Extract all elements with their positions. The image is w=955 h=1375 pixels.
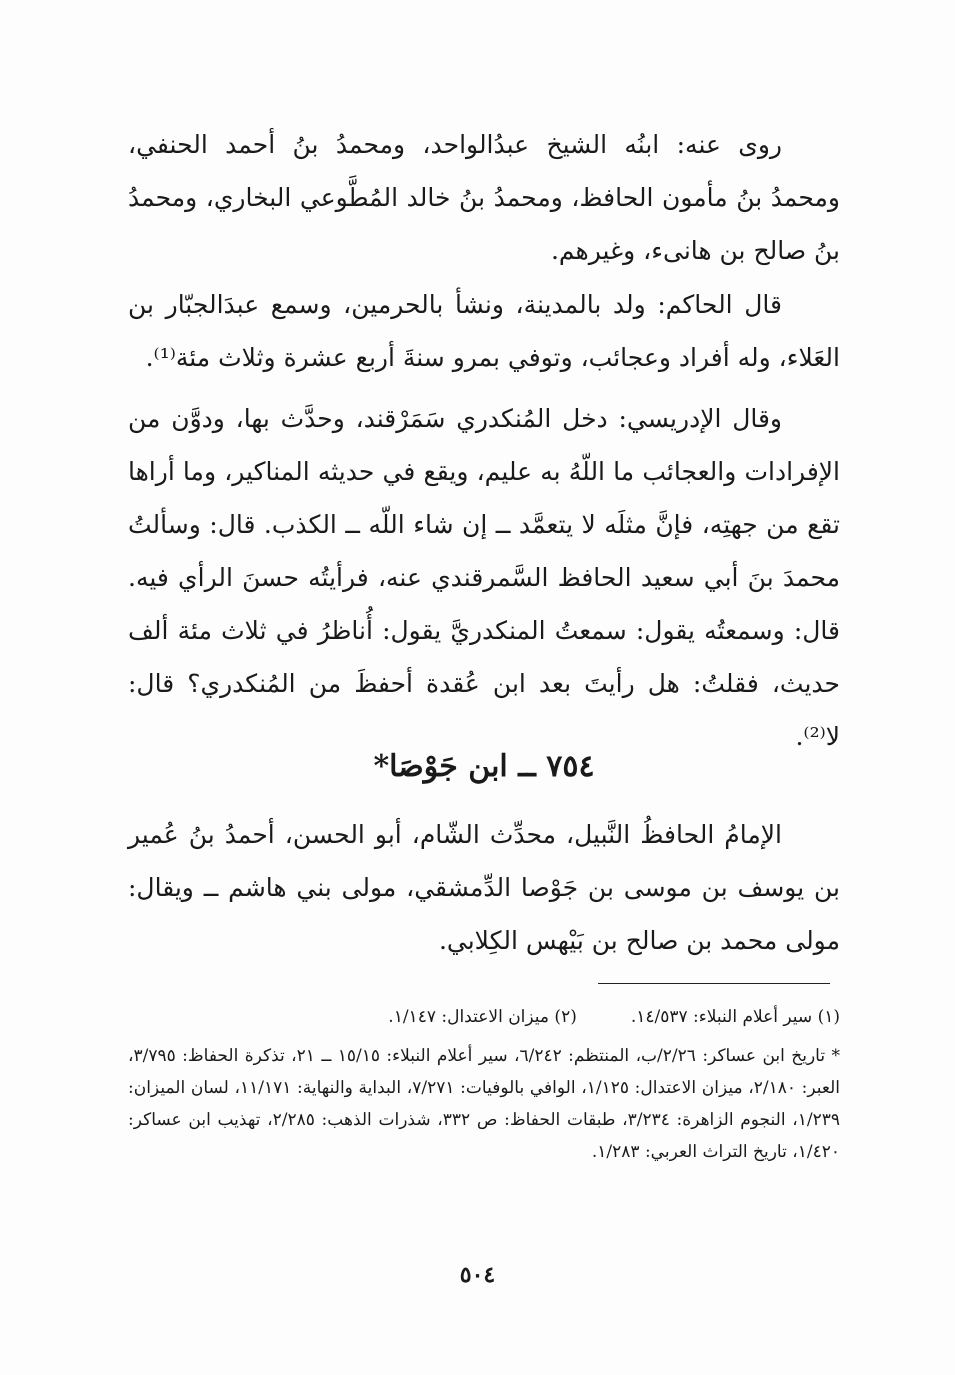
paragraph-ibn-jawsa: الإمامُ الحافظُ النَّبيل، محدِّث الشّام، أبو الحسن، أحمدُ بنُ عُمير بن يوسف بن موسى بن جَوْصا الدِّمشقي، مولى بني هاشم ــ ويقال: مولى محمد بن صالح بن بَيْهس الكِلابي. xyxy=(128,820,840,955)
footnote-2: (٢) ميزان الاعتدال: ١/١٤٧. xyxy=(388,1007,577,1027)
footnotes xyxy=(128,1002,840,1033)
entry-heading: ٧٥٤ ــ ابن جَوْصَا* xyxy=(373,749,595,784)
page-number: ٥٠٤ xyxy=(459,1262,496,1288)
paragraph-hakim: قال الحاكم: ولد بالمدينة، ونشأ بالحرمين، وسمع عبدَالجبّار بن العَلاء، وله أفراد وعجائب، وتوفي بمرو سنةَ أربع عشرة وثلاث مئة⁽¹⁾. xyxy=(128,290,840,372)
footnote-divider xyxy=(598,983,830,984)
paragraph-idrisi: وقال الإدريسي: دخل المُنكدري سَمَرْقند، وحدَّث بها، ودوَّن من الإفرادات والعجائب ما اللّهُ به عليم، ويقع في حديثه المناكير، وما أراها تقع من جهتِه، فإنَّ مثلَه لا يتعمَّد ــ إن شاء اللّه ــ الكذب. قال: وسألتُ محمدَ بنَ أبي سعيد الحافظ السَّمرقندي عنه، فرأيتُه حسنَ الرأي فيه. قال: وسمعتُه يقول: سمعتُ المنكدريَّ يقول: أُناظرُ في ثلاث مئة ألف حديث، فقلتُ: هل رأيتَ بعد ابن عُقدة أحفظَ من المُنكدري؟ قال: لا⁽²⁾. xyxy=(128,404,840,751)
footnote-1: (١) سير أعلام النبلاء: ١٤/٥٣٧. xyxy=(630,1007,840,1027)
paragraph-narrators: روى عنه: ابنُه الشيخ عبدُالواحد، ومحمدُ بنُ أحمد الحنفي، ومحمدُ بنُ مأمون الحافظ، ومحمدُ بنُ خالد المُطَّوعي البخاري، ومحمدُ بنُ صالح بن هانىء، وغيرهم. xyxy=(128,130,840,265)
sources-note: * تاريخ ابن عساكر: ٢/٢٦/ب، المنتظم: ٦/٢٤٢، سير أعلام النبلاء: ١٥/١٥ ــ ٢١، تذكرة الحفاظ: ٣/٧٩٥، العبر: ٢/١٨٠، ميزان الاعتدال: ١/١٢٥، الوافي بالوفيات: ٧/٢٧١، البداية والنهاية: ١١/١٧١، لسان الميزان: ١/٢٣٩، النجوم الزاهرة: ٣/٢٣٤، طبقات الحفاظ: ص ٣٣٢، شذرات الذهب: ٢/٢٨٥، تهذيب ابن عساكر: ١/٤٢٠، تاريخ التراث العربي: ١/٢٨٣. xyxy=(128,1046,841,1162)
